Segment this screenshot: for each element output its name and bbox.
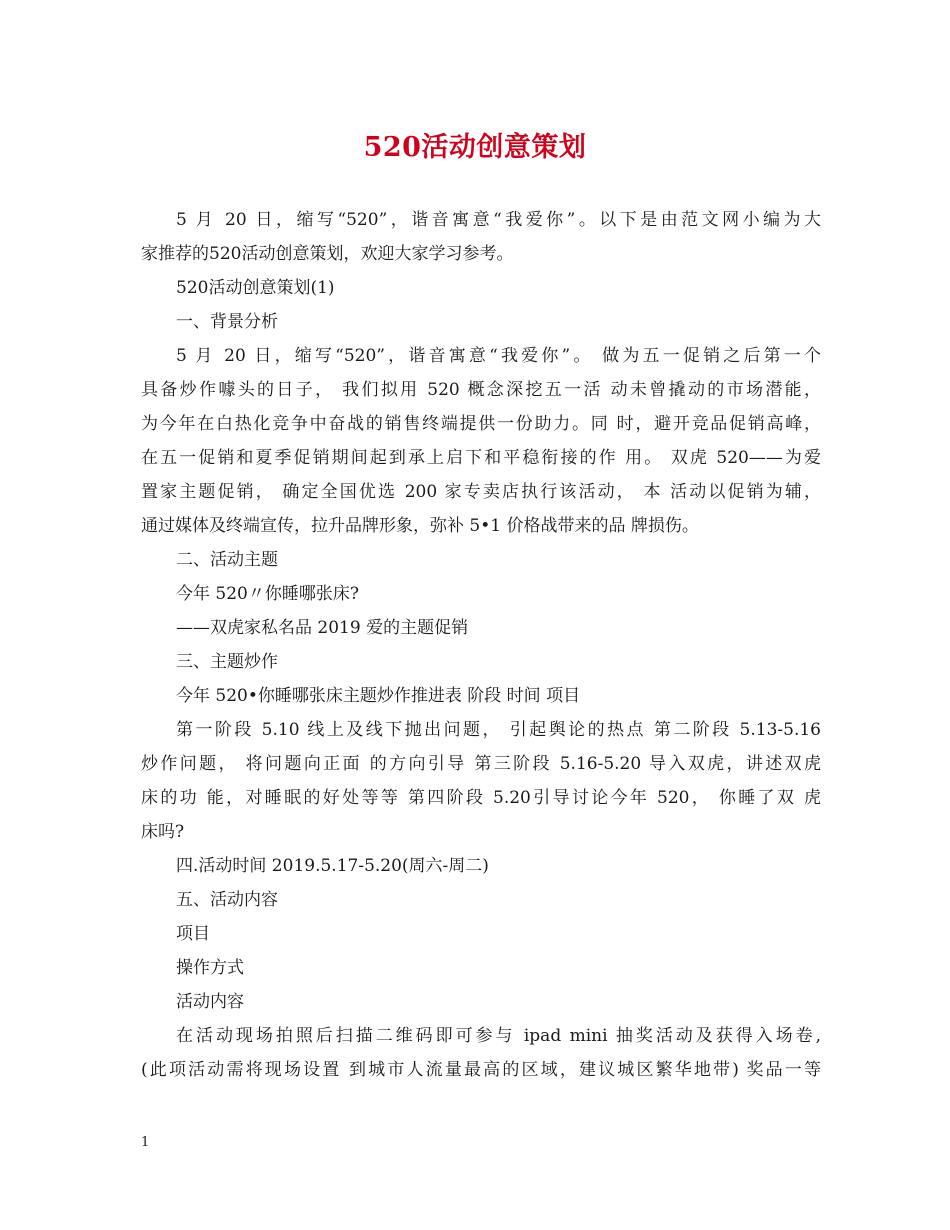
paragraph-line: 第一阶段 5.10 线上及线下抛出问题， 引起舆论的热点 第二阶段 5.13-5.16 [176, 720, 821, 740]
paragraph-line: 具备炒作噱头的日子， 我们拟用 520 概念深挖五一活 动未曾撬动的市场潜能， [141, 380, 821, 400]
paragraph-line: 通过媒体及终端宣传，拉升品牌形象，弥补 5•1 价格战带来的品 牌损伤。 [141, 516, 699, 536]
paragraph-line: ——双虎家私名品 2019 爱的主题促销 [176, 618, 469, 638]
section-heading: 二、活动主题 [176, 550, 278, 570]
page-number: 1 [141, 1135, 150, 1150]
section-heading: 四.活动时间 2019.5.17-5.20(周六-周二) [176, 856, 489, 876]
paragraph-line: 在五一促销和夏季促销期间起到承上启下和平稳衔接的作 用。 双虎 520——为爱 [141, 448, 821, 468]
paragraph-line: 项目 [176, 924, 210, 944]
paragraph-line: 操作方式 [176, 958, 244, 978]
paragraph-line: 床吗? [141, 822, 185, 842]
paragraph-line: 今年 520〃你睡哪张床? [176, 584, 359, 604]
section-heading: 520活动创意策划(1) [176, 278, 335, 298]
section-heading: 三、主题炒作 [176, 652, 278, 672]
paragraph-line: 炒作问题， 将问题向正面 的方向引导 第三阶段 5.16-5.20 导入双虎，讲述双虎 [141, 754, 821, 774]
document-title: 520活动创意策划 [363, 132, 587, 163]
paragraph-line: 在活动现场拍照后扫描二维码即可参与 ipad mini 抽奖活动及获得入场卷, [176, 1026, 821, 1046]
section-heading: 五、活动内容 [176, 890, 278, 910]
paragraph-line: 活动内容 [176, 992, 244, 1012]
section-heading: 一、背景分析 [176, 312, 278, 332]
paragraph-line: 为今年在白热化竞争中奋战的销售终端提供一份助力。同 时，避开竞品促销高峰， [141, 414, 821, 434]
paragraph-line: 置家主题促销， 确定全国优选 200 家专卖店执行该活动， 本 活动以促销为辅， [141, 482, 821, 502]
paragraph-line: 5 月 20 日，缩写“520”，谐音寓意“我爱你”。以下是由范文网小编为大 [176, 210, 821, 230]
paragraph-line: 床的功 能，对睡眠的好处等等 第四阶段 5.20引导讨论今年 520， 你睡了双 虎 [141, 788, 821, 808]
paragraph-line: (此项活动需将现场设置 到城市人流量最高的区域，建议城区繁华地带) 奖品一等 [141, 1060, 821, 1080]
paragraph-line: 今年 520•你睡哪张床主题炒作推进表 阶段 时间 项目 [176, 686, 581, 706]
paragraph-line: 家推荐的520活动创意策划，欢迎大家学习参考。 [141, 244, 514, 264]
paragraph-line: 5 月 20 日，缩写“520”，谐音寓意“我爱你”。 做为五一促销之后第一个 [176, 346, 821, 366]
